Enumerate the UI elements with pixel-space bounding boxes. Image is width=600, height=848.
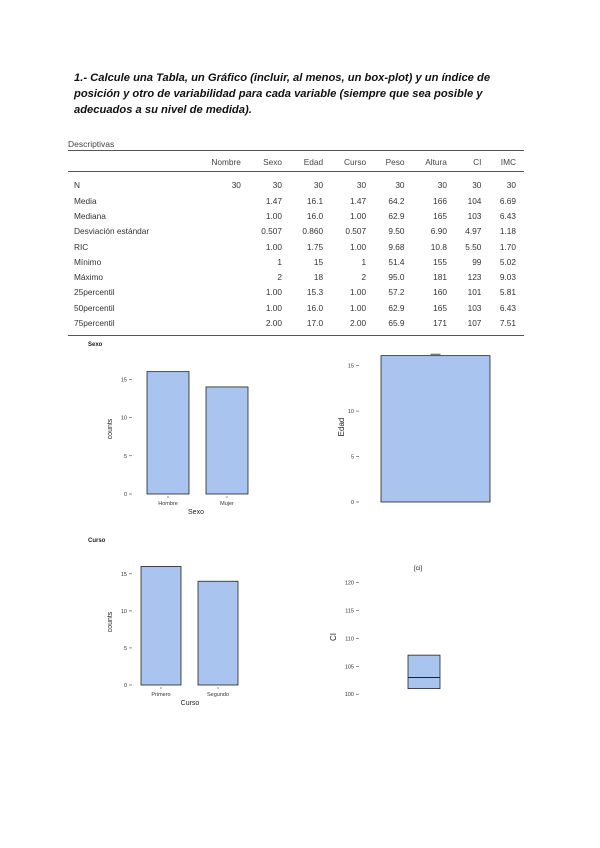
descriptives-table: [68, 150, 524, 336]
table-cell: 103: [467, 302, 482, 313]
table-cell: 15.3: [306, 287, 324, 298]
y-axis-label: counts: [107, 611, 114, 633]
table-cell: [195, 300, 249, 315]
table-cell: 30: [272, 179, 282, 190]
table-cell: 2: [361, 272, 367, 283]
box-label: [ci]: [413, 565, 423, 572]
table-cell: 17.0: [290, 315, 331, 335]
x-tick-label: Segundo: [206, 692, 230, 698]
table-row: [68, 172, 524, 194]
y-axis-label: Edad: [337, 417, 346, 437]
y-tick-label: 100: [344, 692, 354, 699]
sexo-bar-chart: [88, 342, 288, 542]
y-tick-label: 10: [120, 608, 127, 615]
row-label: RIC: [74, 241, 89, 252]
table-cell: 9.03: [499, 272, 516, 283]
bar: [381, 356, 490, 502]
x-axis-label: Curso: [180, 700, 200, 707]
table-cell: 1.00: [265, 302, 282, 313]
table-cell: [195, 315, 249, 335]
y-tick-label: 15: [347, 363, 354, 370]
table-cell: [195, 239, 249, 254]
table-cell: 30: [437, 179, 447, 190]
bar: [206, 387, 248, 494]
table-cell: 65.9: [374, 315, 412, 335]
table-cell: 30: [395, 179, 405, 190]
table-cell: 1.00: [349, 210, 367, 221]
table-cell: 57.2: [388, 287, 405, 298]
table-cell: 30: [231, 179, 241, 190]
table-cell: 1.00: [265, 287, 282, 298]
table-cell: 1: [277, 256, 282, 267]
table-header-stat: [68, 151, 195, 172]
table-cell: 1.47: [349, 195, 367, 206]
table-row: [68, 239, 524, 254]
row-label: Máximo: [74, 272, 104, 283]
table-row: [68, 300, 524, 315]
table-row: [68, 224, 524, 239]
y-tick-label: 5: [350, 454, 354, 461]
table-cell: 0.507: [345, 226, 367, 237]
y-tick-label: 0: [350, 500, 354, 506]
table-cell: 107: [455, 315, 489, 335]
table-cell: 1.00: [349, 302, 367, 313]
table-cell: 0.860: [302, 226, 324, 237]
x-tick-label: Hombre: [158, 501, 178, 507]
table-cell: 62.9: [388, 302, 405, 313]
table-cell: 6.69: [499, 195, 516, 206]
plot-sexo: [88, 342, 288, 542]
table-cell: 171: [413, 315, 455, 335]
y-tick-label: 120: [344, 580, 354, 587]
table-cell: [195, 193, 249, 208]
table-cell: 1.00: [265, 210, 282, 221]
table-cell: 2.00: [249, 315, 290, 335]
plot-edad: [320, 342, 520, 522]
curso-bar-chart: [88, 535, 288, 725]
table-row: [68, 254, 524, 269]
table-cell: 18: [313, 272, 324, 283]
table-header-cell: Curso: [331, 151, 374, 172]
table-cell: 95.0: [388, 272, 405, 283]
table-cell: 181: [433, 272, 447, 283]
ci-box-plot: [320, 555, 520, 705]
y-tick-label: 0: [123, 683, 127, 689]
table-cell: 1: [361, 256, 367, 267]
table-cell: 2.00: [331, 315, 374, 335]
table-cell: 10.8: [430, 241, 447, 252]
table-cell: 1.00: [349, 241, 367, 252]
table-header-cell: CI: [455, 151, 489, 172]
plot-ci: [320, 555, 520, 705]
row-label: Media: [74, 195, 97, 206]
table-row: [68, 315, 524, 335]
table-cell: 62.9: [388, 210, 405, 221]
y-axis-label: CI: [329, 633, 338, 641]
x-tick-label: Mujer: [220, 501, 234, 507]
table-cell: 9.68: [388, 241, 405, 252]
y-tick-label: 105: [344, 664, 354, 671]
table-cell: 30: [356, 179, 367, 190]
table-cell: 165: [433, 302, 447, 313]
table-header-row: [68, 151, 524, 172]
table-cell: 160: [433, 287, 447, 298]
y-tick-label: 5: [123, 453, 127, 460]
table-header-cell: Altura: [413, 151, 455, 172]
table-cell: 64.2: [388, 195, 405, 206]
table-cell: 5.50: [465, 241, 482, 252]
table-cell: 99: [472, 256, 482, 267]
table-cell: 1.00: [265, 241, 282, 252]
y-tick-label: 115: [345, 608, 354, 615]
table-cell: 123: [467, 272, 482, 283]
table-cell: 6.90: [430, 226, 447, 237]
table-cell: 5.02: [499, 256, 516, 267]
bar: [141, 566, 181, 685]
table-header-cell: Edad: [290, 151, 331, 172]
x-tick-label: Primero: [151, 692, 171, 698]
table-cell: 101: [467, 287, 482, 298]
table-body: [68, 172, 524, 336]
table-header-cell: Peso: [374, 151, 412, 172]
table-cell: 1.18: [499, 226, 516, 237]
table-cell: 51.4: [388, 256, 405, 267]
table-cell: 16.1: [306, 195, 324, 206]
table-cell: 1.70: [499, 241, 516, 252]
table-cell: 6.43: [499, 302, 516, 313]
row-label: 25percentil: [74, 287, 115, 298]
table-header-cell: IMC: [489, 151, 524, 172]
table-cell: 104: [467, 195, 482, 206]
y-tick-label: 10: [120, 415, 127, 422]
question-text: 1.- Calcule una Tabla, un Gráfico (incluir, al menos, un box-plot) y un índice de posición y otro de variabilidad para cada variable (siempre que sea posible y adecuados a su nivel de medida).: [74, 72, 491, 116]
y-tick-label: 15: [120, 571, 127, 578]
table-cell: 30: [506, 179, 516, 190]
table-cell: 155: [433, 256, 447, 267]
plot-curso: [88, 535, 288, 725]
table-cell: [195, 224, 249, 239]
table-cell: 1.00: [349, 287, 367, 298]
row-label: N: [74, 179, 80, 190]
table-header-cell: Sexo: [249, 151, 290, 172]
table-cell: 16.0: [306, 302, 324, 313]
table-cell: 4.97: [465, 226, 482, 237]
row-label: Mínimo: [74, 256, 102, 267]
row-label: 50percentil: [74, 302, 115, 313]
box: [408, 655, 440, 688]
edad-bar-chart: [320, 342, 520, 522]
bar: [147, 372, 189, 494]
table-row: [68, 269, 524, 284]
y-tick-label: 110: [345, 636, 354, 643]
table-title: Descriptivas: [68, 139, 115, 149]
table-cell: 166: [433, 195, 447, 206]
y-tick-label: 5: [123, 645, 127, 652]
table-cell: 0.507: [261, 226, 282, 237]
table-cell: [195, 285, 249, 300]
table-cell: [195, 269, 249, 284]
row-label: Desviación estándar: [74, 226, 150, 237]
table-cell: 103: [467, 210, 482, 221]
plot-title: Sexo: [88, 342, 103, 348]
table-row: [68, 285, 524, 300]
table-cell: 16.0: [306, 210, 324, 221]
table-cell: 2: [277, 272, 282, 283]
table-cell: 1.47: [265, 195, 282, 206]
table-cell: 1.75: [306, 241, 324, 252]
table-row: [68, 193, 524, 208]
bar: [198, 581, 238, 685]
table-cell: 7.51: [489, 315, 524, 335]
table-cell: 15: [313, 256, 324, 267]
row-label: Mediana: [74, 210, 106, 221]
table-cell: 30: [472, 179, 482, 190]
table-cell: 6.43: [499, 210, 516, 221]
plot-title: Curso: [88, 538, 106, 544]
table-header-cell: Nombre: [195, 151, 249, 172]
table-row: [68, 208, 524, 223]
table-cell: [195, 254, 249, 269]
table-cell: [195, 208, 249, 223]
table-cell: 5.81: [499, 287, 516, 298]
row-label: 75percentil: [68, 315, 195, 335]
table-cell: 9.50: [388, 226, 405, 237]
table-cell: 165: [433, 210, 447, 221]
table-cell: 30: [313, 179, 324, 190]
x-axis-label: Sexo: [188, 509, 204, 516]
y-axis-label: counts: [107, 418, 114, 440]
y-tick-label: 15: [120, 377, 127, 384]
y-tick-label: 10: [347, 409, 354, 416]
y-tick-label: 0: [123, 492, 127, 498]
